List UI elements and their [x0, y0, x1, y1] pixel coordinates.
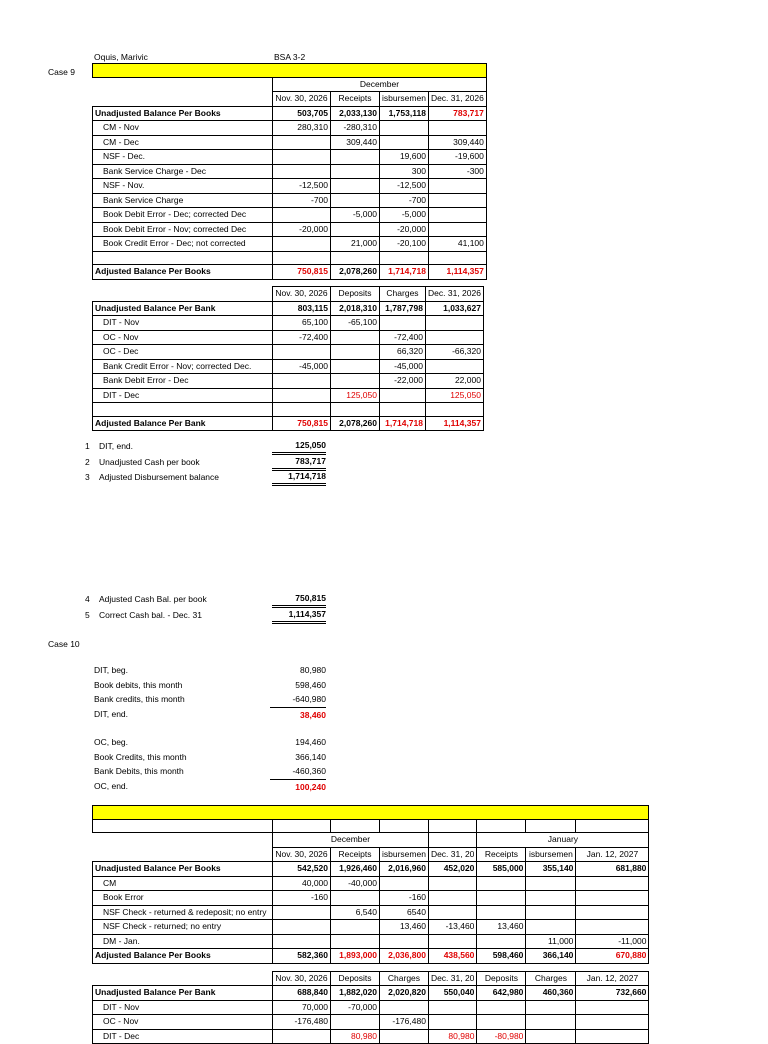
cell-value: -160: [380, 891, 429, 906]
cell-value: 1,033,627: [426, 301, 484, 316]
cell-value: [526, 920, 576, 935]
row-label: Unadjusted Balance Per Books: [93, 862, 273, 877]
section-label: BSA 3-2: [274, 52, 306, 62]
row-label: CM: [93, 876, 273, 891]
cell-value: 503,705: [273, 106, 331, 121]
cell-value: 65,100: [273, 316, 331, 331]
col-header: Dec. 31, 20: [428, 971, 476, 986]
cell-value: [273, 905, 331, 920]
cell-value: 125,050: [331, 388, 380, 403]
cell-value: [380, 388, 426, 403]
cell-value: 355,140: [526, 862, 576, 877]
table-row: [93, 265, 487, 280]
table-row: [93, 986, 649, 1001]
cell-value: [273, 237, 331, 252]
cell-value: [380, 1029, 429, 1044]
cell-value: [576, 876, 649, 891]
table-row: [93, 164, 487, 179]
cell-value: [380, 403, 426, 417]
cell-value: [428, 1015, 476, 1030]
cell-value: [331, 150, 380, 165]
cell-value: [331, 251, 380, 265]
row-label: Adjusted Balance Per Books: [93, 265, 273, 280]
col-header: Charges: [380, 971, 429, 986]
cell-value: 309,440: [428, 135, 486, 150]
col-header: Charges: [380, 287, 426, 302]
row-label: OC - Nov: [93, 330, 273, 345]
cell-value: [428, 876, 476, 891]
row-label: Unadjusted Balance Per Books: [93, 106, 273, 121]
cell-value: 582,360: [273, 949, 331, 964]
table-row: [93, 316, 484, 331]
cell-value: 803,115: [273, 301, 331, 316]
cell-value: 11,000: [526, 934, 576, 949]
cell-value: [273, 164, 331, 179]
cell-value: -22,000: [380, 374, 426, 389]
cell-value: 66,320: [380, 345, 426, 360]
cell-value: 21,000: [331, 237, 380, 252]
month-header: December: [273, 77, 487, 92]
cell-value: 80,980: [428, 1029, 476, 1044]
cell-value: [273, 345, 331, 360]
cell-value: [331, 330, 380, 345]
cell-value: [426, 359, 484, 374]
cell-value: [477, 1015, 526, 1030]
table-row: [93, 416, 484, 431]
row-label: DIT - Nov: [93, 1000, 273, 1015]
cell-value: 681,880: [576, 862, 649, 877]
cell-value: 1,926,460: [331, 862, 380, 877]
cell-value: -45,000: [273, 359, 331, 374]
col-header: Deposits: [331, 971, 380, 986]
computation-label: DIT, beg.: [94, 665, 129, 675]
cell-value: [428, 251, 486, 265]
cell-value: 1,893,000: [331, 949, 380, 964]
table-row: [93, 121, 487, 136]
cell-value: -80,980: [477, 1029, 526, 1044]
cell-value: [428, 891, 476, 906]
table-row: [93, 905, 649, 920]
cell-value: 13,460: [477, 920, 526, 935]
cell-value: [477, 876, 526, 891]
row-label: Bank Service Charge: [93, 193, 273, 208]
col-header: Receipts: [331, 847, 380, 862]
table-row: [93, 193, 487, 208]
cell-value: 1,714,718: [380, 416, 426, 431]
cell-value: 783,717: [428, 106, 486, 121]
cell-value: [331, 1015, 380, 1030]
answer-value: 1,114,357: [272, 608, 326, 624]
row-label: OC - Nov: [93, 1015, 273, 1030]
row-label: Adjusted Balance Per Bank: [93, 416, 273, 431]
cell-value: [576, 1000, 649, 1015]
computation-value: 194,460: [295, 737, 326, 747]
cell-value: -300: [428, 164, 486, 179]
table-row: [93, 876, 649, 891]
table-row: [93, 222, 487, 237]
row-label: CM - Dec: [93, 135, 273, 150]
cell-value: [273, 403, 331, 417]
case9-books-table: [92, 63, 487, 280]
row-label: Bank Debit Error - Dec: [93, 374, 273, 389]
cell-value: [428, 121, 486, 136]
cell-value: 1,753,118: [380, 106, 429, 121]
cell-value: -176,480: [380, 1015, 429, 1030]
cell-value: 6,540: [331, 905, 380, 920]
col-header: Nov. 30, 2026: [273, 287, 331, 302]
answer-number: 2: [85, 456, 90, 467]
cell-value: [477, 1000, 526, 1015]
cell-value: 598,460: [477, 949, 526, 964]
row-label: NSF Check - returned & redeposit; no entry: [93, 905, 273, 920]
cell-value: -45,000: [380, 359, 426, 374]
computation-label: DIT, end.: [94, 708, 129, 719]
row-label: NSF Check - returned; no entry: [93, 920, 273, 935]
cell-value: [576, 905, 649, 920]
cell-value: 1,882,020: [331, 986, 380, 1001]
cell-value: -20,000: [380, 222, 429, 237]
table-row: [93, 862, 649, 877]
cell-value: 642,980: [477, 986, 526, 1001]
cell-value: -40,000: [331, 876, 380, 891]
cell-value: [526, 876, 576, 891]
cell-value: 40,000: [273, 876, 331, 891]
cell-value: 550,040: [428, 986, 476, 1001]
cell-value: 366,140: [526, 949, 576, 964]
cell-value: -66,320: [426, 345, 484, 360]
row-label: NSF - Nov.: [93, 179, 273, 194]
answer-value: 750,815: [272, 592, 326, 608]
row-label: CM - Nov: [93, 121, 273, 136]
cell-value: -12,500: [273, 179, 331, 194]
col-header: Charges: [526, 971, 576, 986]
cell-value: 300: [380, 164, 429, 179]
cell-value: 2,018,310: [331, 301, 380, 316]
col-header: Nov. 30, 2026: [273, 847, 331, 862]
cell-value: 2,016,960: [380, 862, 429, 877]
cell-value: [331, 403, 380, 417]
col-header: Deposits: [477, 971, 526, 986]
cell-value: [428, 208, 486, 223]
col-header: Dec. 31, 20: [428, 847, 476, 862]
cell-value: 6540: [380, 905, 429, 920]
table-row: [93, 920, 649, 935]
cell-value: [273, 251, 331, 265]
cell-value: 2,078,260: [331, 416, 380, 431]
cell-value: -19,600: [428, 150, 486, 165]
row-label: Book Error: [93, 891, 273, 906]
cell-value: -700: [273, 193, 331, 208]
cell-value: [273, 920, 331, 935]
cell-value: -72,400: [380, 330, 426, 345]
cell-value: [273, 388, 331, 403]
cell-value: 750,815: [273, 416, 331, 431]
cell-value: 2,033,130: [331, 106, 380, 121]
table-row: [93, 891, 649, 906]
cell-value: [380, 135, 429, 150]
answer-value: 783,717: [272, 455, 326, 471]
cell-value: -65,100: [331, 316, 380, 331]
cell-value: -5,000: [331, 208, 380, 223]
cell-value: [576, 920, 649, 935]
cell-value: 688,840: [273, 986, 331, 1001]
row-label: [93, 251, 273, 265]
cell-value: 13,460: [380, 920, 429, 935]
computation-label: Book Credits, this month: [94, 751, 187, 762]
cell-value: -20,000: [273, 222, 331, 237]
row-label: Bank Credit Error - Nov; corrected Dec.: [93, 359, 273, 374]
col-header: Nov. 30, 2026: [273, 92, 331, 107]
cell-value: [426, 316, 484, 331]
cell-value: [477, 905, 526, 920]
table-row: [93, 1000, 649, 1015]
answer-label: DIT, end.: [99, 441, 134, 451]
cell-value: -700: [380, 193, 429, 208]
cell-value: 750,815: [273, 265, 331, 280]
cell-value: [526, 1000, 576, 1015]
cell-value: [526, 1015, 576, 1030]
cell-value: [426, 403, 484, 417]
table-row: [93, 179, 487, 194]
computation-value: 100,240: [270, 779, 326, 794]
cell-value: [428, 193, 486, 208]
computation-label: OC, end.: [94, 780, 129, 791]
row-label: DIT - Dec: [93, 388, 273, 403]
cell-value: [526, 905, 576, 920]
col-header: Deposits: [331, 287, 380, 302]
cell-value: [331, 193, 380, 208]
row-label: DM - Jan.: [93, 934, 273, 949]
cell-value: [273, 135, 331, 150]
cell-value: [477, 891, 526, 906]
cell-value: [273, 1029, 331, 1044]
row-label: DIT - Nov: [93, 316, 273, 331]
table-row: [93, 106, 487, 121]
computation-value: -640,980: [292, 694, 326, 704]
cell-value: 22,000: [426, 374, 484, 389]
table-row: [93, 237, 487, 252]
table-row: [93, 150, 487, 165]
table-row: [93, 949, 649, 964]
cell-value: [273, 934, 331, 949]
cell-value: [477, 934, 526, 949]
answer-value: 125,050: [272, 439, 326, 455]
answer-value: 1,714,718: [272, 470, 326, 486]
answer-label: Adjusted Disbursement balance: [99, 472, 220, 482]
cell-value: [331, 164, 380, 179]
col-header: Dec. 31, 2026: [426, 287, 484, 302]
cell-value: [331, 374, 380, 389]
month-header: December: [273, 833, 429, 848]
cell-value: [380, 251, 429, 265]
row-label: Unadjusted Balance Per Bank: [93, 301, 273, 316]
answer-label: Unadjusted Cash per book: [99, 456, 200, 467]
cell-value: [273, 374, 331, 389]
cell-value: 1,714,718: [380, 265, 429, 280]
cell-value: -70,000: [331, 1000, 380, 1015]
row-label: DIT - Dec: [93, 1029, 273, 1044]
computation-value: 598,460: [295, 679, 326, 690]
col-header: isbursemen: [526, 847, 576, 862]
cell-value: -72,400: [273, 330, 331, 345]
table-row: [93, 301, 484, 316]
cell-value: -176,480: [273, 1015, 331, 1030]
table-row: [93, 345, 484, 360]
cell-value: 80,980: [331, 1029, 380, 1044]
cell-value: [273, 150, 331, 165]
case9-label: Case 9: [48, 67, 75, 77]
case9-bank-table: [92, 286, 484, 431]
cell-value: 309,440: [331, 135, 380, 150]
yellow-band: [93, 64, 487, 78]
cell-value: 41,100: [428, 237, 486, 252]
cell-value: [380, 876, 429, 891]
table-row: [93, 934, 649, 949]
cell-value: 2,078,260: [331, 265, 380, 280]
computation-value: 366,140: [295, 751, 326, 762]
cell-value: 542,520: [273, 862, 331, 877]
row-label: OC - Dec: [93, 345, 273, 360]
col-header: Nov. 30, 2026: [273, 971, 331, 986]
cell-value: 438,560: [428, 949, 476, 964]
cell-value: -12,500: [380, 179, 429, 194]
case10-reconciliation-table: [92, 805, 649, 1044]
answer-number: 1: [85, 441, 90, 451]
cell-value: [576, 1015, 649, 1030]
table-row: [93, 403, 484, 417]
cell-value: 460,360: [526, 986, 576, 1001]
cell-value: [380, 316, 426, 331]
computation-label: Bank credits, this month: [94, 694, 185, 704]
col-header: Receipts: [477, 847, 526, 862]
cell-value: [331, 891, 380, 906]
table-row: [93, 330, 484, 345]
row-label: Unadjusted Balance Per Bank: [93, 986, 273, 1001]
computation-label: Bank Debits, this month: [94, 766, 184, 776]
computation-label: OC, beg.: [94, 737, 129, 747]
answer-number: 4: [85, 594, 90, 604]
cell-value: [331, 920, 380, 935]
cell-value: 670,880: [576, 949, 649, 964]
col-header: Dec. 31, 2026: [428, 92, 486, 107]
col-header: isbursemen: [380, 847, 429, 862]
cell-value: -20,100: [380, 237, 429, 252]
cell-value: [380, 121, 429, 136]
col-header: Jan. 12, 2027: [576, 971, 649, 986]
answer-label: Adjusted Cash Bal. per book: [99, 594, 207, 604]
col-header: isbursemen: [380, 92, 429, 107]
cell-value: [428, 934, 476, 949]
student-name: Oquis, Marivic: [94, 52, 148, 62]
row-label: Adjusted Balance Per Books: [93, 949, 273, 964]
row-label: Book Debit Error - Dec; corrected Dec: [93, 208, 273, 223]
table-row: [93, 359, 484, 374]
table-row: [93, 251, 487, 265]
cell-value: 1,114,357: [426, 416, 484, 431]
row-label: NSF - Dec.: [93, 150, 273, 165]
row-label: [93, 403, 273, 417]
cell-value: 70,000: [273, 1000, 331, 1015]
yellow-band: [93, 806, 649, 820]
col-header: Receipts: [331, 92, 380, 107]
cell-value: [576, 891, 649, 906]
cell-value: 2,020,820: [380, 986, 429, 1001]
table-row: [93, 388, 484, 403]
cell-value: [331, 179, 380, 194]
computation-value: 38,460: [270, 707, 326, 722]
computation-value: 80,980: [300, 665, 326, 675]
cell-value: [331, 222, 380, 237]
cell-value: [331, 934, 380, 949]
answer-number: 3: [85, 472, 90, 482]
row-label: Book Credit Error - Dec; not corrected: [93, 237, 273, 252]
answer-number: 5: [85, 609, 90, 620]
cell-value: -280,310: [331, 121, 380, 136]
cell-value: [380, 934, 429, 949]
cell-value: 732,660: [576, 986, 649, 1001]
month-header: January: [477, 833, 649, 848]
cell-value: 19,600: [380, 150, 429, 165]
cell-value: 2,036,800: [380, 949, 429, 964]
cell-value: [526, 891, 576, 906]
cell-value: -5,000: [380, 208, 429, 223]
cell-value: 125,050: [426, 388, 484, 403]
row-label: Bank Service Charge - Dec: [93, 164, 273, 179]
cell-value: -160: [273, 891, 331, 906]
col-header: Jan. 12, 2027: [576, 847, 649, 862]
table-row: [93, 208, 487, 223]
cell-value: [428, 905, 476, 920]
table-row: [93, 1029, 649, 1044]
table-row: [93, 374, 484, 389]
cell-value: 280,310: [273, 121, 331, 136]
answer-label: Correct Cash bal. - Dec. 31: [99, 609, 202, 620]
cell-value: [331, 345, 380, 360]
cell-value: -11,000: [576, 934, 649, 949]
cell-value: 1,787,798: [380, 301, 426, 316]
computation-label: Book debits, this month: [94, 679, 183, 690]
cell-value: 585,000: [477, 862, 526, 877]
cell-value: [428, 1000, 476, 1015]
computation-value: -460,360: [292, 766, 326, 776]
cell-value: [426, 330, 484, 345]
table-row: [93, 1015, 649, 1030]
cell-value: -13,460: [428, 920, 476, 935]
cell-value: [273, 208, 331, 223]
cell-value: 452,020: [428, 862, 476, 877]
cell-value: [428, 179, 486, 194]
cell-value: [526, 1029, 576, 1044]
cell-value: [380, 1000, 429, 1015]
table-row: [93, 135, 487, 150]
case10-label: Case 10: [48, 639, 80, 649]
cell-value: [331, 359, 380, 374]
cell-value: [428, 222, 486, 237]
cell-value: 1,114,357: [428, 265, 486, 280]
row-label: Book Debit Error - Nov; corrected Dec: [93, 222, 273, 237]
cell-value: [576, 1029, 649, 1044]
